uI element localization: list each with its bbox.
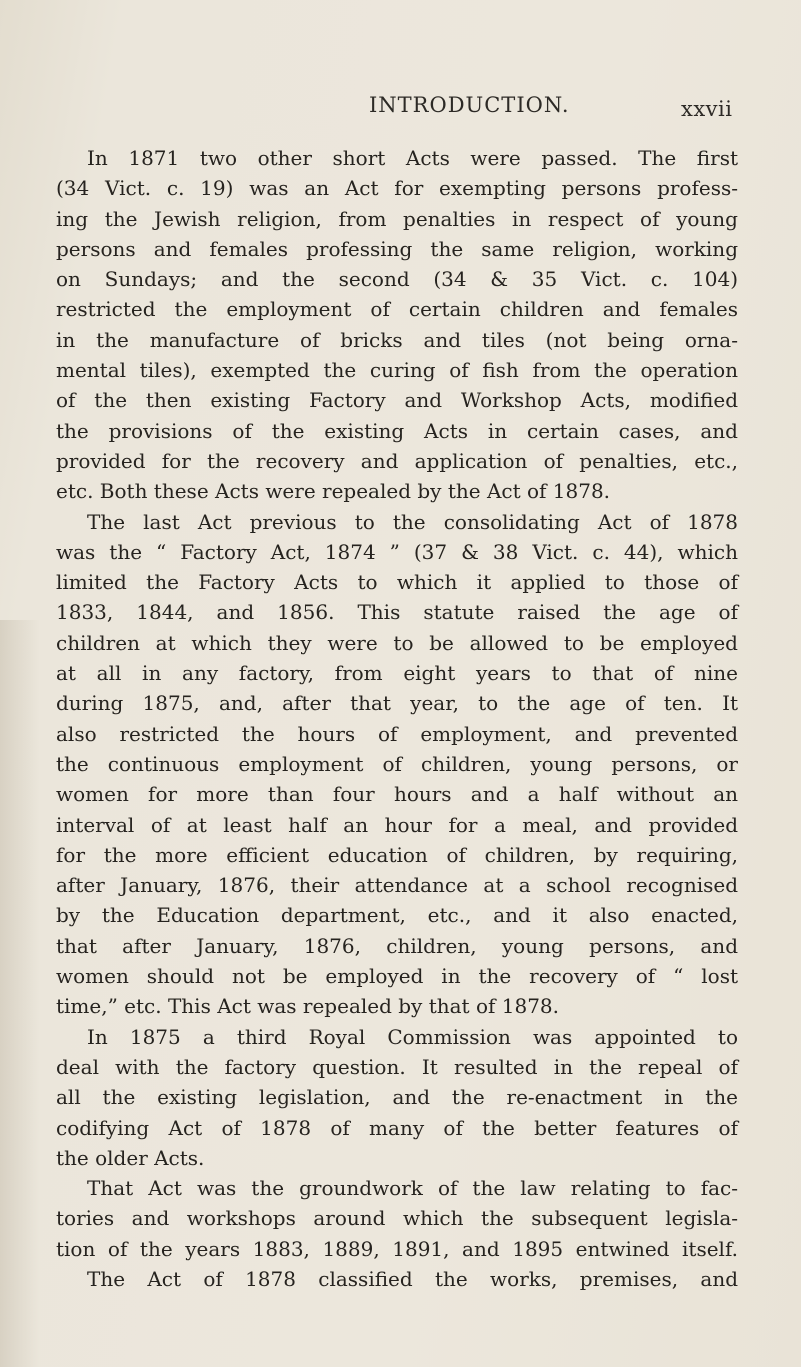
text-line: tion of the years 1883, 1889, 1891, and 1895 entwined itself. (56, 1236, 738, 1261)
text-line: women should not be employed in the recovery of “ lost (56, 964, 738, 989)
text-line: interval of at least half an hour for a meal, and provided (56, 812, 738, 837)
text-line: time,” etc. This Act was repealed by that of 1878. (56, 994, 560, 1019)
text-line: also restricted the hours of employment, and prevented (56, 721, 738, 746)
page-edge-shading (0, 620, 40, 1367)
text-line: at all in any factory, from eight years to that of nine (56, 661, 738, 686)
body-text (56, 143, 738, 1294)
text-line: for the more efficient education of children, by requiring, (56, 842, 738, 867)
page-number: xxvii (681, 97, 733, 121)
text-line: The last Act previous to the consolidating Act of 1878 (87, 509, 738, 534)
text-line: was the “ Factory Act, 1874 ” (37 & 38 Vict. c. 44), which (56, 539, 738, 564)
text-line: during 1875, and, after that year, to the age of ten. It (56, 691, 738, 716)
text-line: 1833, 1844, and 1856. This statute raised the age of (56, 600, 738, 625)
running-head-title: INTRODUCTION. (369, 93, 570, 117)
text-line: In 1871 two other short Acts were passed. The first (87, 146, 738, 170)
text-line: codifying Act of 1878 of many of the better features of (56, 1115, 738, 1140)
text-line: deal with the factory question. It resulted in the repeal of (56, 1054, 738, 1079)
text-line: etc. Both these Acts were repealed by the Act of 1878. (56, 479, 611, 504)
text-line: of the then existing Factory and Workshop Acts, modified (56, 388, 738, 413)
text-line: that after January, 1876, children, young persons, and (56, 933, 738, 958)
text-line: the provisions of the existing Acts in certain cases, and (56, 418, 738, 443)
text-line: In 1875 a third Royal Commission was appointed to (87, 1024, 738, 1049)
text-line: provided for the recovery and application of penalties, etc., (56, 448, 738, 473)
text-line: restricted the employment of certain children and females (56, 297, 738, 322)
text-line: after January, 1876, their attendance at a school recognised (56, 873, 738, 898)
text-line: mental tiles), exempted the curing of fish from the operation (56, 358, 738, 383)
text-line: by the Education department, etc., and it also enacted, (56, 903, 738, 928)
running-head (0, 93, 801, 127)
text-line: in the manufacture of bricks and tiles (not being orna- (56, 327, 738, 352)
text-line: The Act of 1878 classified the works, premises, and (87, 1266, 738, 1291)
text-line: That Act was the groundwork of the law relating to fac- (87, 1176, 738, 1201)
text-line: children at which they were to be allowed to be employed (56, 630, 738, 655)
text-line: (34 Vict. c. 19) was an Act for exempting persons profess- (56, 176, 738, 201)
text-line: limited the Factory Acts to which it applied to those of (56, 570, 738, 595)
text-line: persons and females professing the same religion, working (56, 236, 738, 261)
text-line: all the existing legislation, and the re-enactment in the (56, 1085, 738, 1110)
text-line: on Sundays; and the second (34 & 35 Vict. c. 104) (56, 267, 738, 292)
text-line: ing the Jewish religion, from penalties in respect of young (56, 206, 738, 231)
text-line: women for more than four hours and a half without an (56, 782, 738, 807)
text-line: tories and workshops around which the subsequent legisla- (56, 1206, 738, 1231)
text-line: the older Acts. (56, 1145, 205, 1170)
text-line: the continuous employment of children, young persons, or (56, 751, 738, 776)
